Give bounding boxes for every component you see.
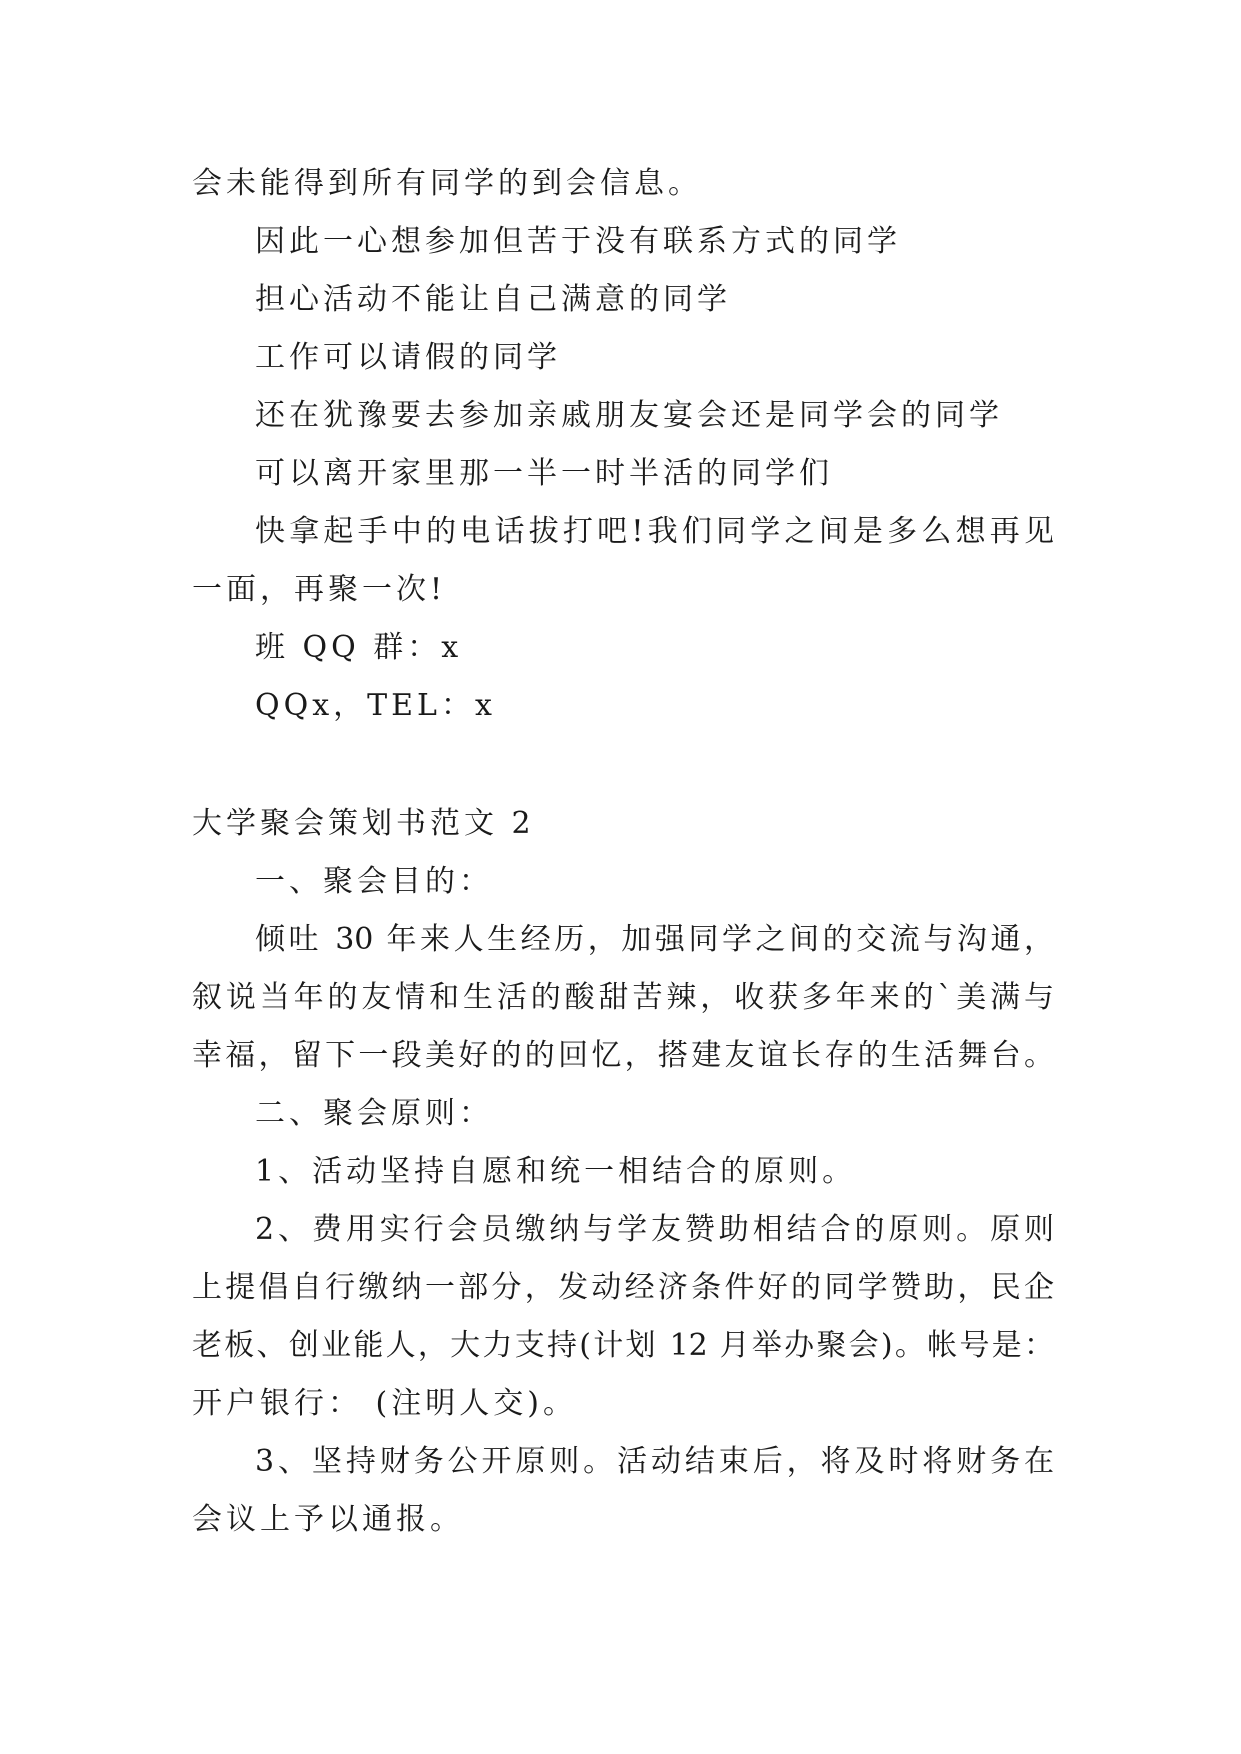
section-heading: 二、聚会原则： (255, 1096, 493, 1131)
paragraph-line: 2、费用实行会员缴纳与学友赞助相结合的原则。原则 (255, 1212, 1054, 1247)
paragraph-line: 幸福，留下一段美好的的回忆，搭建友谊长存的生活舞台。 (192, 1038, 1054, 1073)
paragraph-line: 担心活动不能让自己满意的同学 (255, 282, 731, 317)
paragraph-line: 开户银行： (注明人交)。 (192, 1386, 577, 1421)
paragraph-line: 可以离开家里那一半一时半活的同学们 (255, 456, 833, 491)
paragraph-line: 3、坚持财务公开原则。活动结束后，将及时将财务在 (255, 1444, 1054, 1479)
section-heading: 一、聚会目的： (255, 864, 493, 899)
paragraph-line: 会未能得到所有同学的到会信息。 (192, 166, 702, 201)
section-title: 大学聚会策划书范文 2 (192, 806, 535, 841)
paragraph-line: 叙说当年的友情和生活的酸甜苦辣，收获多年来的`美满与 (192, 980, 1054, 1015)
paragraph-line: 1、活动坚持自愿和统一相结合的原则。 (255, 1154, 857, 1189)
paragraph-line: 老板、创业能人，大力支持(计划 12 月举办聚会)。帐号是： (192, 1328, 1054, 1363)
contact-line: QQx，TEL：x (255, 688, 496, 723)
paragraph-line: 快拿起手中的电话拔打吧!我们同学之间是多么想再见 (255, 514, 1054, 549)
paragraph-line: 一面，再聚一次! (192, 572, 447, 607)
paragraph-line: 因此一心想参加但苦于没有联系方式的同学 (255, 224, 901, 259)
paragraph-line: 会议上予以通报。 (192, 1502, 464, 1537)
paragraph-line: 上提倡自行缴纳一部分，发动经济条件好的同学赞助，民企 (192, 1270, 1054, 1305)
paragraph-line: 还在犹豫要去参加亲戚朋友宴会还是同学会的同学 (255, 398, 1003, 433)
paragraph-line: 工作可以请假的同学 (255, 340, 561, 375)
paragraph-line: 倾吐 30 年来人生经历，加强同学之间的交流与沟通， (255, 922, 1054, 957)
contact-line: 班 QQ 群：x (255, 630, 463, 665)
